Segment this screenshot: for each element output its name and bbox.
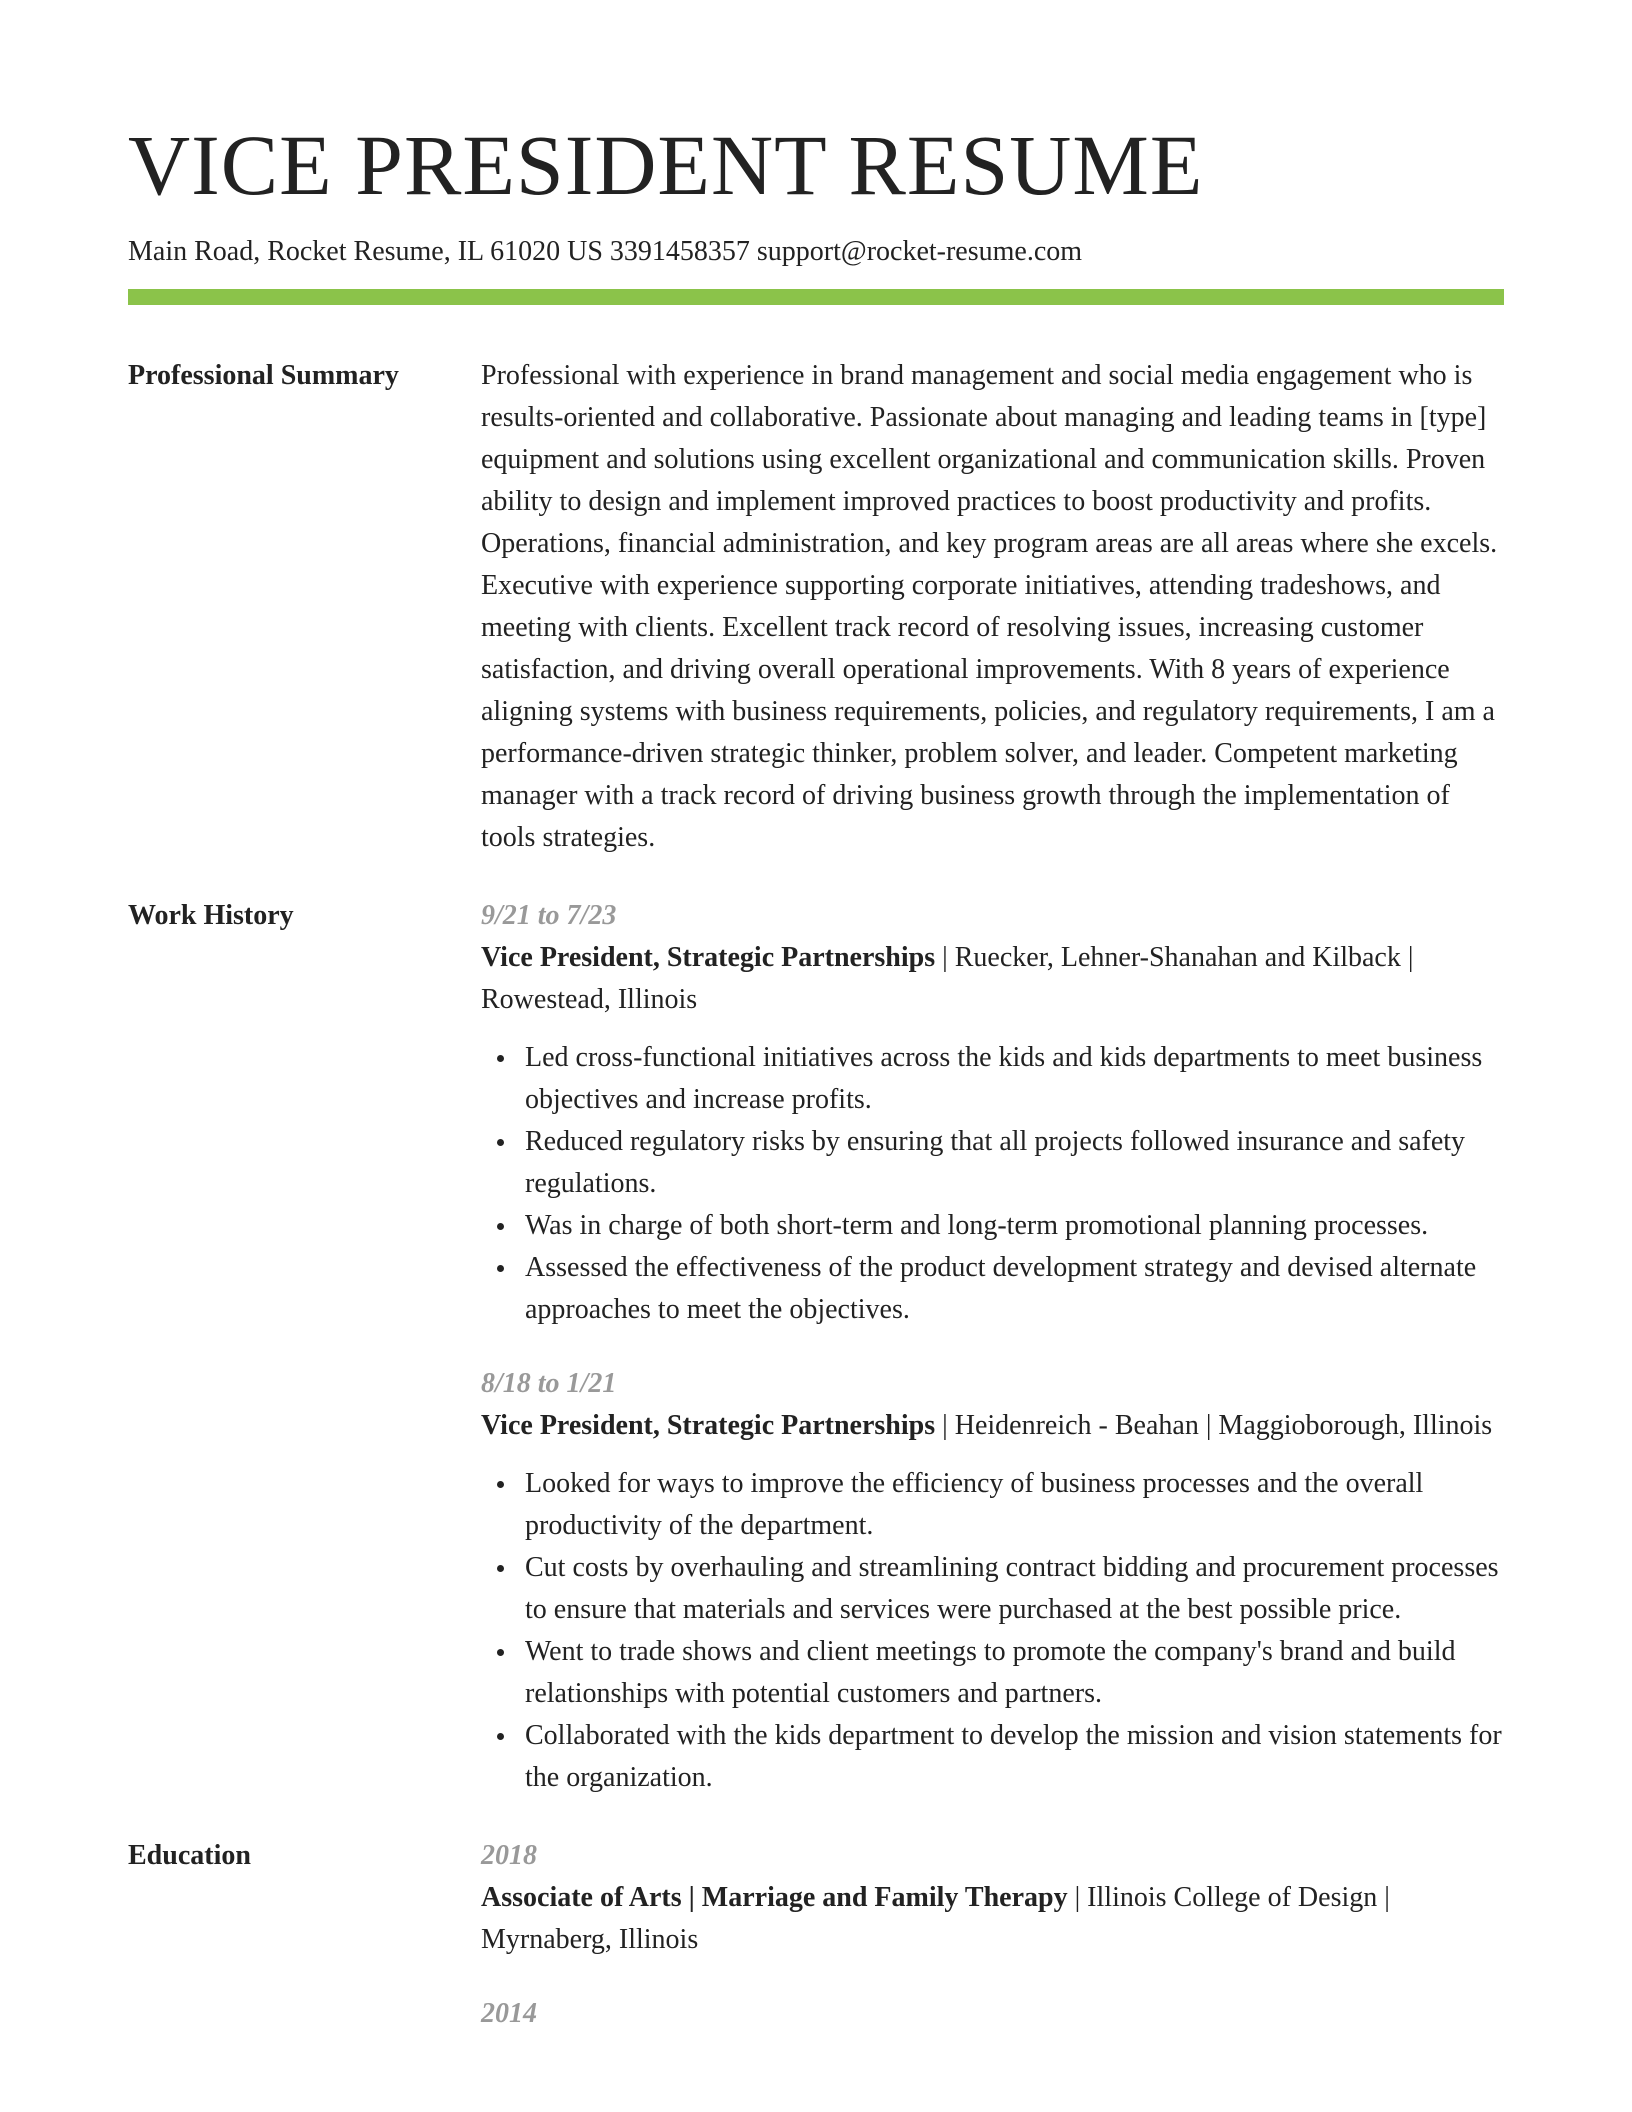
education-entry xyxy=(481,1835,1504,1961)
job-dates: 8/18 to 1/21 xyxy=(481,1367,617,1399)
job-title: Vice President, Strategic Partnerships xyxy=(481,941,936,973)
summary-text: Professional with experience in brand management and social media engagement who is results-oriented and collaborative. Passionate about managing and leading teams in [type] equipment and solutions using excellent organizational and communication skills. Proven ability to design and implement improved practices to boost productivity and profits. Operations, financial administration, and key program areas are all areas where she excels. Executive with experience supporting corporate initiatives, attending tradeshows, and meeting with clients. Excellent track record of resolving issues, increasing customer satisfaction, and driving overall operational improvements. With 8 years of experience aligning systems with business requirements, policies, and regulatory requirements, I am a performance-driven strategic thinker, problem solver, and leader. Competent marketing manager with a track record of driving business growth through the implementation of tools strategies. xyxy=(481,359,1498,853)
education-school-location: | Illinois College of Design | Myrnaberg, Illinois xyxy=(481,1881,1390,1955)
job-bullet: Reduced regulatory risks by ensuring that all projects followed insurance and safety regulations. xyxy=(525,1121,1504,1205)
job-bullet: Led cross-functional initiatives across the kids and kids departments to meet business objectives and increase profits. xyxy=(525,1037,1504,1121)
job-bullets xyxy=(481,1037,1504,1331)
work-history-label: Work History xyxy=(128,899,294,931)
job-heading xyxy=(481,937,1504,1021)
job-company-location: | Heidenreich - Beahan | Maggioborough, Illinois xyxy=(935,1409,1493,1441)
resume-title: VICE PRESIDENT RESUME xyxy=(128,117,1204,213)
work-history-body xyxy=(481,895,1504,1799)
job-bullets xyxy=(481,1463,1504,1799)
job-bullet: Was in charge of both short-term and long-term promotional planning processes. xyxy=(525,1205,1504,1247)
work-history-section xyxy=(128,895,1504,1799)
summary-label: Professional Summary xyxy=(128,359,399,391)
education-year: 2018 xyxy=(481,1839,537,1871)
education-heading xyxy=(481,1877,1504,1961)
education-entry xyxy=(481,1993,1504,2035)
contact-line: Main Road, Rocket Resume, IL 61020 US 3391458357 support@rocket-resume.com xyxy=(128,236,1083,268)
education-label: Education xyxy=(128,1839,251,1871)
job-entry xyxy=(481,895,1504,1331)
job-bullet: Looked for ways to improve the efficiency of business processes and the overall productivity of the department. xyxy=(525,1463,1504,1547)
job-bullet: Cut costs by overhauling and streamlining contract bidding and procurement processes to ensure that materials and services were purchased at the best possible price. xyxy=(525,1547,1504,1631)
summary-body xyxy=(481,355,1504,859)
job-bullet: Assessed the effectiveness of the product development strategy and devised alternate approaches to meet the objectives. xyxy=(525,1247,1504,1331)
job-bullet: Went to trade shows and client meetings to promote the company's brand and build relationships with potential customers and partners. xyxy=(525,1631,1504,1715)
education-year: 2014 xyxy=(481,1997,537,2029)
accent-divider xyxy=(128,289,1504,305)
education-body xyxy=(481,1835,1504,2035)
job-entry xyxy=(481,1363,1504,1799)
education-section xyxy=(128,1835,1504,2035)
job-company-location: | Ruecker, Lehner-Shanahan and Kilback | Rowestead, Illinois xyxy=(481,941,1414,1015)
job-dates: 9/21 to 7/23 xyxy=(481,899,617,931)
education-degree: Associate of Arts | Marriage and Family Therapy xyxy=(481,1881,1068,1913)
job-title: Vice President, Strategic Partnerships xyxy=(481,1409,936,1441)
job-heading xyxy=(481,1405,1504,1447)
summary-section xyxy=(128,355,1504,859)
job-bullet: Collaborated with the kids department to develop the mission and vision statements for the organization. xyxy=(525,1715,1504,1799)
